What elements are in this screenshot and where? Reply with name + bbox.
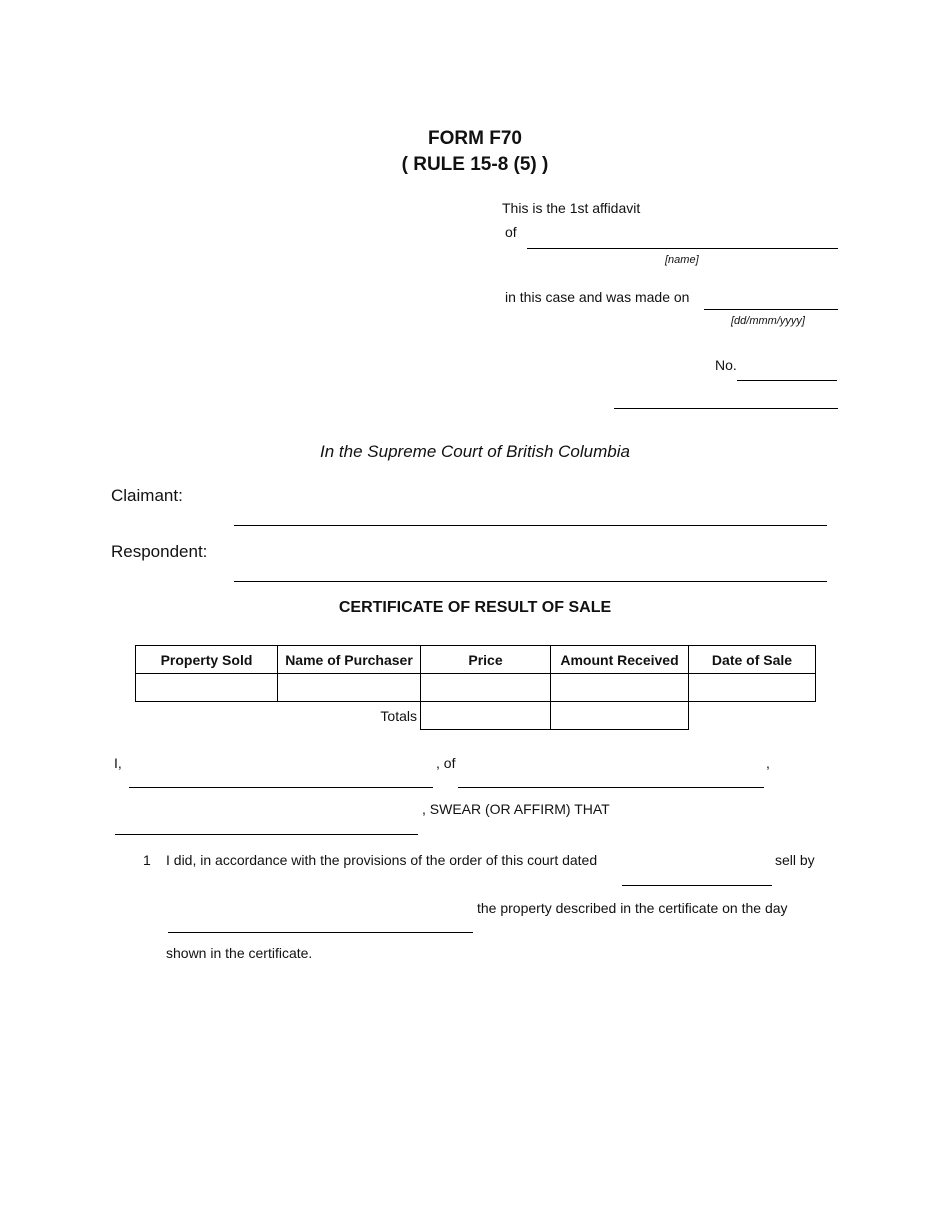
property-sold-cell[interactable] xyxy=(136,674,278,702)
claimant-field[interactable] xyxy=(234,525,827,526)
item-text-d: shown in the certificate. xyxy=(166,945,313,961)
item-text-b: sell by xyxy=(775,852,815,868)
column-header: Property Sold xyxy=(136,646,278,674)
registry-number-field[interactable] xyxy=(737,380,837,381)
certificate-heading: CERTIFICATE OF RESULT OF SALE xyxy=(338,599,612,616)
swear-label: , SWEAR (OR AFFIRM) THAT xyxy=(422,801,610,817)
deponent-address-field[interactable] xyxy=(458,787,764,788)
table-row xyxy=(136,674,816,702)
column-header: Price xyxy=(421,646,551,674)
of-label: , of xyxy=(436,755,456,771)
deponent-occupation-field[interactable] xyxy=(115,834,418,835)
column-header: Name of Purchaser xyxy=(278,646,421,674)
column-header: Amount Received xyxy=(551,646,689,674)
purchaser-cell[interactable] xyxy=(278,674,421,702)
name-hint: [name] xyxy=(665,254,699,266)
totals-label: Totals xyxy=(380,707,417,724)
amount-total-cell[interactable] xyxy=(551,702,689,730)
comma-label: , xyxy=(766,755,770,771)
court-name: In the Supreme Court of British Columbia xyxy=(320,442,630,461)
respondent-label: Respondent: xyxy=(111,542,208,561)
item-number: 1 xyxy=(143,852,151,868)
deponent-name-field[interactable] xyxy=(129,787,433,788)
table-header-row xyxy=(136,646,816,674)
item-text-c: the property described in the certificate on the day xyxy=(477,900,788,916)
sale-table xyxy=(135,645,816,730)
no-label: No. xyxy=(715,357,737,373)
sale-method-field[interactable] xyxy=(168,932,473,933)
affiant-name-field[interactable] xyxy=(527,248,838,249)
claimant-label: Claimant: xyxy=(111,486,183,505)
affidavit-of-label: of xyxy=(505,224,517,240)
affidavit-line: This is the 1st affidavit xyxy=(502,200,641,216)
price-cell[interactable] xyxy=(421,674,551,702)
date-hint: [dd/mmm/yyyy] xyxy=(731,315,805,327)
registry-field[interactable] xyxy=(614,408,838,409)
made-on-label: in this case and was made on xyxy=(505,289,690,305)
date-of-sale-cell[interactable] xyxy=(689,674,816,702)
i-label: I, xyxy=(114,755,122,771)
made-on-date-field[interactable] xyxy=(704,309,838,310)
order-date-field[interactable] xyxy=(622,885,772,886)
item-text-a: I did, in accordance with the provisions of the order of this court dated xyxy=(166,852,598,868)
column-header: Date of Sale xyxy=(689,646,816,674)
totals-row xyxy=(136,702,816,730)
form-rule: ( RULE 15-8 (5) ) xyxy=(401,154,549,175)
amount-received-cell[interactable] xyxy=(551,674,689,702)
price-total-cell[interactable] xyxy=(421,702,551,730)
respondent-field[interactable] xyxy=(234,581,827,582)
form-title: FORM F70 xyxy=(428,128,522,149)
